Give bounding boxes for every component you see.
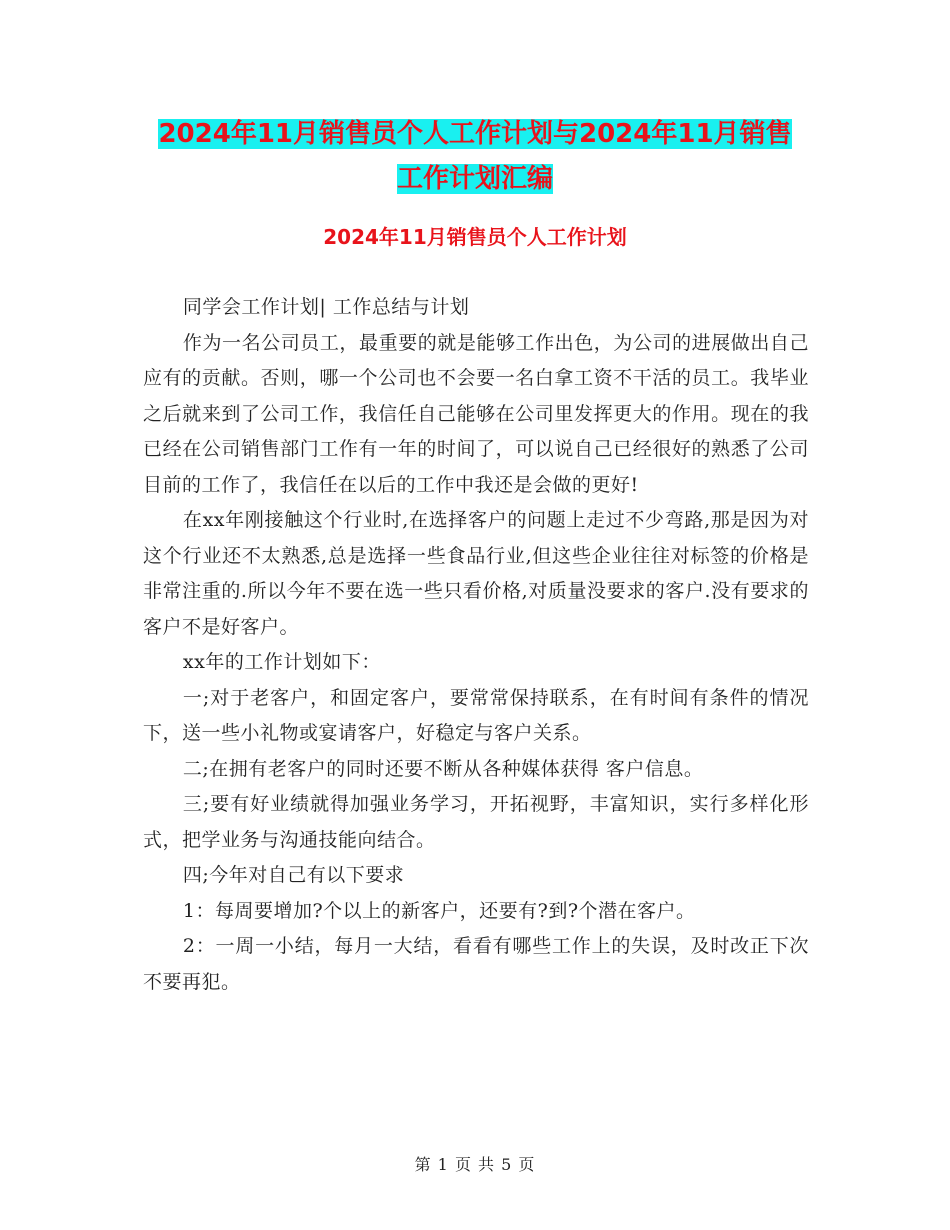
document-title-line-1: 2024年11月销售员个人工作计划与2024年11月销售 bbox=[158, 119, 792, 149]
page-footer: 第 1 页 共 5 页 bbox=[414, 1155, 536, 1174]
paragraph: 四;今年对自己有以下要求 bbox=[182, 864, 405, 886]
paragraph: 在xx年刚接触这个行业时,在选择客户的问题上走过不少弯路,那是因为对这个行业还不太熟悉,总是选择一些食品行业,但这些企业往往对标签的价格是非常注重的.所以今年不要在选一些只看价格,对质量没要求的客户.没有要求的客户不是好客户。 bbox=[143, 509, 809, 638]
paragraph: 三;要有好业绩就得加强业务学习，开拓视野，丰富知识，实行多样化形式，把学业务与沟通技能向结合。 bbox=[143, 793, 809, 851]
paragraph: 一;对于老客户，和固定客户，要常常保持联系，在有时间有条件的情况下，送一些小礼物或宴请客户，好稳定与客户关系。 bbox=[143, 686, 809, 744]
paragraph: 2：一周一小结，每月一大结，看看有哪些工作上的失误，及时改正下次不要再犯。 bbox=[143, 935, 809, 993]
section-title: 2024年11月销售员个人工作计划 bbox=[323, 225, 627, 249]
document-title bbox=[140, 112, 810, 202]
body-text bbox=[143, 290, 809, 1000]
paragraph: 作为一名公司员工，最重要的就是能够工作出色，为公司的进展做出自己应有的贡献。否则，哪一个公司也不会要一名白拿工资不干活的员工。我毕业之后就来到了公司工作，我信任自己能够在公司里发挥更大的作用。现在的我已经在公司销售部门工作有一年的时间了，可以说自己已经很好的熟悉了公司目前的工作了，我信任在以后的工作中我还是会做的更好! bbox=[143, 331, 809, 496]
paragraph: xx年的工作计划如下： bbox=[182, 651, 381, 673]
document-title-line-2: 工作计划汇编 bbox=[396, 164, 553, 194]
paragraph: 二;在拥有老客户的同时还要不断从各种媒体获得 客户信息。 bbox=[182, 757, 704, 780]
paragraph: 1：每周要增加?个以上的新客户，还要有?到?个潜在客户。 bbox=[182, 899, 696, 922]
paragraph: 同学会工作计划| 工作总结与计划 bbox=[182, 296, 470, 318]
